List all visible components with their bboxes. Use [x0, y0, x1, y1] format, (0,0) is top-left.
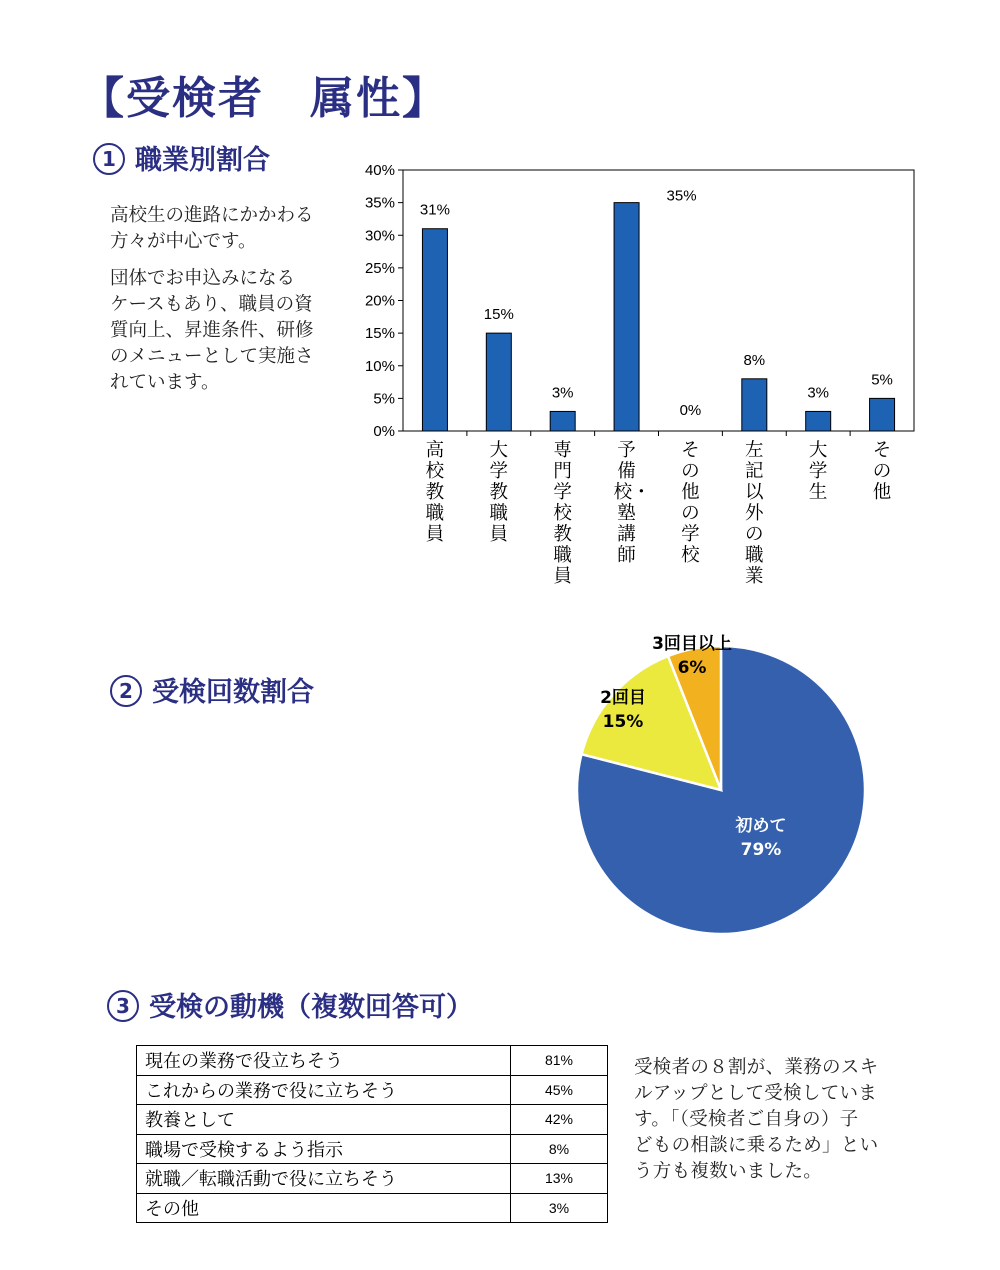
x-category-label: 大学教職員 [489, 440, 509, 545]
x-category-label: 高校教職員 [425, 440, 445, 545]
bar-value-label: 35% [666, 187, 697, 205]
y-tick-label: 10% [364, 357, 395, 375]
table-row [137, 1075, 608, 1105]
x-category-label: 大学生 [808, 440, 828, 503]
bar [806, 411, 831, 431]
x-category-label: 予備校・塾講師 [613, 440, 651, 566]
bar [550, 411, 575, 431]
pie-slice-label: 2回目 [600, 688, 646, 708]
motivation-label: 現在の業務で役立ちそう [137, 1046, 511, 1076]
motivation-percent: 3% [511, 1193, 608, 1223]
attempts-pie-chart [540, 620, 940, 960]
section-number: 2 [110, 675, 142, 707]
section-title: 受検回数割合 [152, 677, 314, 708]
section-title: 受検の動機（複数回答可） [149, 992, 473, 1023]
y-tick-label: 20% [364, 292, 395, 310]
x-category-label: その他 [872, 440, 892, 503]
table-row [137, 1164, 608, 1194]
table-row [137, 1193, 608, 1223]
motivation-label: 就職／転職活動で役に立ちそう [137, 1164, 511, 1194]
bar-value-label: 5% [871, 371, 893, 389]
pie-slice-label: 3回目以上 [652, 634, 732, 654]
motivation-percent: 13% [511, 1164, 608, 1194]
motivation-label: これからの業務で役に立ちそう [137, 1075, 511, 1105]
motivation-table [136, 1045, 608, 1223]
motivation-percent: 8% [511, 1134, 608, 1164]
x-category-label: 左記以外の職業 [745, 440, 764, 587]
bar-value-label: 3% [551, 384, 574, 402]
bar-value-label: 3% [807, 384, 830, 402]
pie-slice-value: 15% [602, 712, 644, 732]
table-row [137, 1134, 608, 1164]
y-tick-label: 0% [373, 423, 395, 440]
bar [614, 203, 639, 431]
section-heading-motivation [107, 985, 473, 1024]
motivation-label: 職場で受検するよう指示 [137, 1134, 511, 1164]
bar [870, 398, 895, 431]
y-tick-label: 40% [364, 162, 395, 179]
bar-value-label: 8% [743, 351, 766, 369]
motivation-description: 受検者の８割が、業務のスキ ルアップとして受検していま す。「（受検者ご自身の）子 どもの相談に乗るため」とい う方も複数いました。 [634, 1057, 879, 1182]
x-category-label: その他の学校 [681, 440, 700, 566]
occupation-description: 高校生の進路にかかわる 方々が中心です。 [110, 205, 314, 252]
section-heading-attempts [110, 670, 314, 709]
motivation-percent: 45% [511, 1075, 608, 1105]
occupation-note: 団体でお申込みになる ケースもあり、職員の資 質向上、昇進条件、研修 のメニューとして実施さ れています。 [110, 268, 314, 393]
section-number: 1 [93, 143, 125, 175]
motivation-label: その他 [137, 1193, 511, 1223]
bar [422, 229, 447, 431]
motivation-percent: 81% [511, 1046, 608, 1076]
motivation-percent: 42% [511, 1105, 608, 1135]
bar-value-label: 31% [419, 201, 450, 219]
section-number: 3 [107, 990, 139, 1022]
plot-frame [403, 170, 914, 431]
bar-value-label: 15% [483, 306, 514, 324]
page-title: 【受検者 属性】 [80, 73, 448, 124]
x-category-label: 専門学校教職員 [553, 440, 572, 587]
y-tick-label: 30% [364, 227, 395, 245]
y-tick-label: 25% [364, 259, 395, 277]
table-row [137, 1046, 608, 1076]
y-tick-label: 5% [373, 390, 395, 408]
occupation-bar-chart [0, 0, 1000, 450]
bar [742, 379, 767, 431]
pie-slice-label: 初めて [735, 816, 787, 836]
y-tick-label: 15% [364, 325, 395, 343]
bar-value-label: 0% [679, 402, 702, 419]
y-tick-label: 35% [364, 194, 395, 212]
pie-slice-value: 79% [740, 840, 782, 860]
section-title: 職業別割合 [135, 145, 270, 176]
bar [486, 333, 511, 431]
table-row [137, 1105, 608, 1135]
motivation-label: 教養として [137, 1105, 511, 1135]
pie-slice-value: 6% [677, 658, 707, 678]
